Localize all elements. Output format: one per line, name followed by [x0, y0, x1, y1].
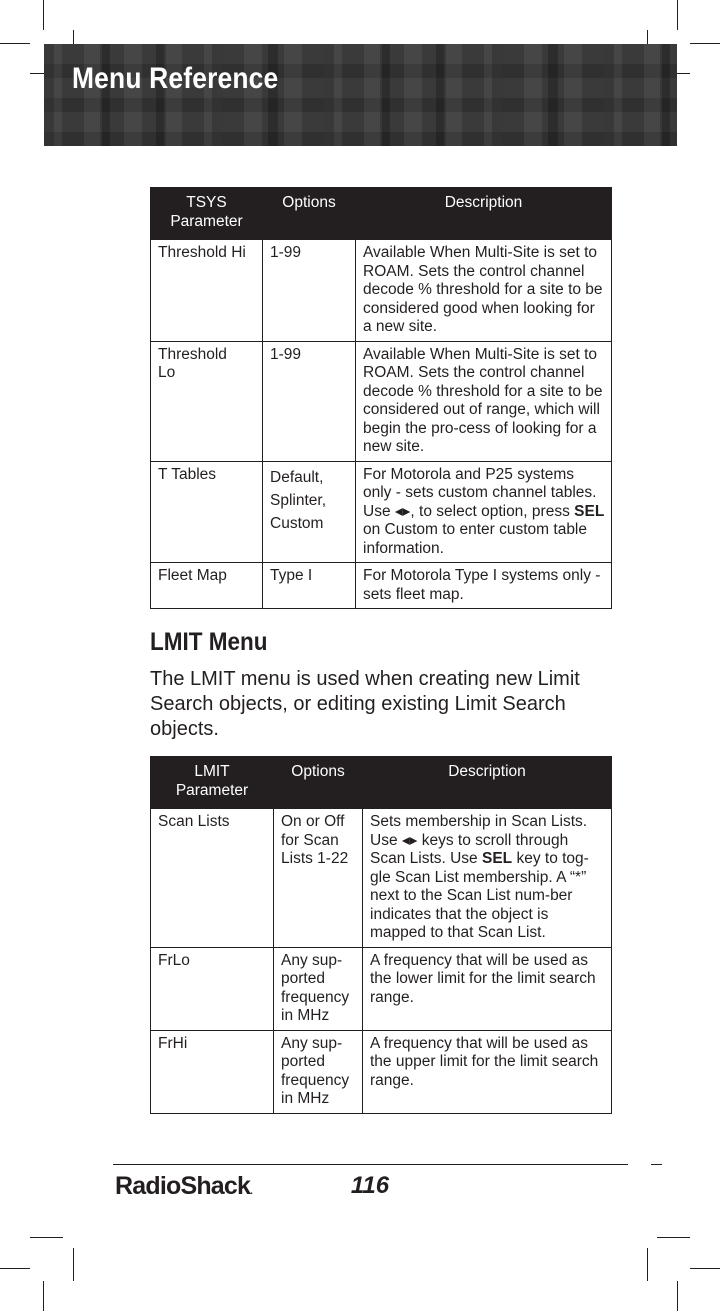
crop-mark	[677, 1281, 678, 1311]
description-cell	[363, 809, 612, 948]
table-row	[151, 461, 612, 563]
description-text: Sets membership in Scan Lists. Use ◂▸ keys to scroll through Scan Lists. Use	[370, 813, 588, 867]
description-cell: Available When Multi-Site is set to ROAM. Sets the control channel decode % threshold for a site to be considered out of range, which will begin the pro-cess of looking for a new site.	[356, 341, 612, 461]
column-header-options: Options	[274, 757, 363, 809]
column-header-description: Description	[363, 757, 612, 809]
brand-dot: .	[250, 1186, 253, 1197]
crop-mark	[73, 1248, 74, 1281]
lmit-parameter-table	[150, 756, 612, 1114]
column-header-options: Options	[263, 188, 356, 240]
options-cell: On or Off for Scan Lists 1-22	[274, 809, 363, 948]
parameter-cell: FrLo	[151, 947, 274, 1030]
table-row	[151, 809, 612, 948]
crop-mark	[30, 1237, 63, 1238]
options-cell: Default, Splinter, Custom	[263, 461, 356, 563]
crop-mark	[657, 1237, 690, 1238]
description-cell: For Motorola Type I systems only - sets fleet map.	[356, 563, 612, 609]
footer-rule	[113, 1164, 628, 1165]
table-header-row	[151, 757, 612, 809]
parameter-cell: T Tables	[151, 461, 263, 563]
options-cell: 1-99	[263, 341, 356, 461]
column-header-parameter: LMIT Parameter	[151, 757, 274, 809]
description-cell: A frequency that will be used as the lower limit for the limit search range.	[363, 947, 612, 1030]
options-cell: 1-99	[263, 240, 356, 342]
parameter-cell: Scan Lists	[151, 809, 274, 948]
crop-mark	[647, 1248, 648, 1281]
sel-key-label: SEL	[574, 502, 605, 520]
crop-mark	[0, 1268, 30, 1269]
table-row	[151, 1030, 612, 1113]
section-intro: The LMIT menu is used when creating new Limit Search objects, or editing existing Limit Search objects.	[150, 668, 580, 740]
footer-rule-tick	[651, 1164, 662, 1165]
radioshack-logo	[115, 1172, 275, 1201]
section-title: LMIT Menu	[150, 628, 268, 656]
crop-mark	[43, 0, 44, 30]
crop-mark	[690, 43, 720, 44]
description-cell	[356, 461, 612, 563]
description-cell: A frequency that will be used as the upper limit for the limit search range.	[363, 1030, 612, 1113]
tsys-parameter-table	[150, 187, 612, 609]
brand-name: RadioShack	[115, 1172, 251, 1200]
page-title: Menu Reference	[72, 62, 279, 95]
crop-mark	[43, 1281, 44, 1311]
page-number: 116	[350, 1172, 390, 1199]
description-cell: Available When Multi-Site is set to ROAM. Sets the control channel decode % threshold for a site to be considered good when looking for a new site.	[356, 240, 612, 342]
crop-mark	[690, 1268, 720, 1269]
table-row	[151, 240, 612, 342]
crop-mark	[0, 43, 30, 44]
parameter-cell: Fleet Map	[151, 563, 263, 609]
sel-key-label: SEL	[482, 850, 513, 867]
column-header-description: Description	[356, 188, 612, 240]
parameter-cell: FrHi	[151, 1030, 274, 1113]
table-row	[151, 947, 612, 1030]
column-header-parameter: TSYS Parameter	[151, 188, 263, 240]
options-cell: Any sup- ported frequency in MHz	[274, 947, 363, 1030]
description-text: For Motorola and P25 systems only - sets custom channel tables. Use ◂▸, to select option, press	[363, 465, 597, 520]
description-text: on Custom to enter custom table information.	[363, 521, 588, 557]
parameter-cell: Threshold Hi	[151, 240, 263, 342]
options-cell: Type I	[263, 563, 356, 609]
table-row	[151, 341, 612, 461]
parameter-cell: Threshold Lo	[151, 341, 263, 461]
crop-mark	[677, 0, 678, 30]
description-text: key to tog-gle Scan List membership. A “*” next to the Scan List num-ber indicates that the object is mapped to that Scan List.	[370, 850, 589, 941]
table-row	[151, 563, 612, 609]
table-header-row	[151, 188, 612, 240]
options-cell: Any sup- ported frequency in MHz	[274, 1030, 363, 1113]
